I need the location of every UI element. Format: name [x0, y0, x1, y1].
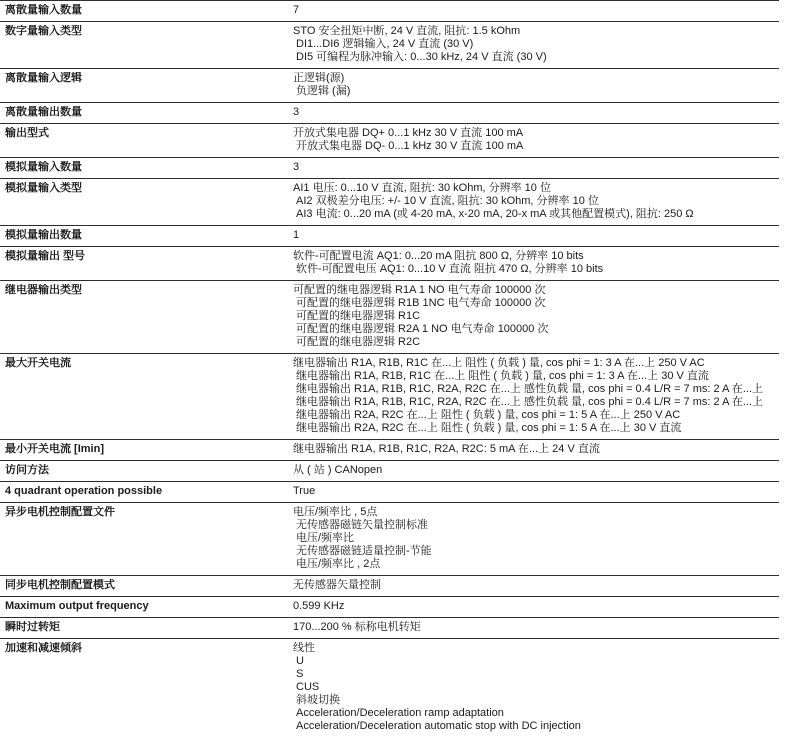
spec-value-line: 软件-可配置电流 AQ1: 0...20 mA 阻抗 800 Ω, 分辨率 10 bits [293, 250, 584, 262]
spec-value-line: 开放式集电器 DQ+ 0...1 kHz 30 V 直流 100 mA [293, 127, 524, 139]
spec-value [293, 182, 779, 221]
spec-row [0, 502, 779, 575]
spec-value-line: 继电器输出 R1A, R1B, R1C, R2A, R2C: 5 mA 在...上 24 V 直流 [293, 443, 600, 455]
spec-value-line: AI2 双极差分电压: +/- 10 V 直流, 阻抗: 30 kOhm, 分辨率 10 位 [296, 195, 599, 207]
spec-label: 模拟量输入数量 [5, 161, 82, 173]
spec-value [293, 642, 779, 733]
spec-value-line: 电压/频率比 [296, 532, 355, 544]
spec-value-line: Acceleration/Deceleration ramp adaptation [296, 707, 504, 719]
spec-row [0, 21, 779, 68]
spec-label: 加速和减速倾斜 [5, 642, 82, 654]
spec-value-line: 开放式集电器 DQ- 0...1 kHz 30 V 直流 100 mA [296, 140, 524, 152]
spec-value [293, 4, 779, 17]
spec-value [293, 579, 779, 592]
spec-value-line: AI1 电压: 0...10 V 直流, 阻抗: 30 kOhm, 分辨率 10 位 [293, 182, 551, 194]
spec-value [293, 284, 779, 349]
spec-value-line: 可配置的继电器逻辑 R2A 1 NO 电气寿命 100000 次 [296, 323, 549, 335]
spec-value-line: 软件-可配置电压 AQ1: 0...10 V 直流 阻抗 470 Ω, 分辨率 10 bits [296, 263, 604, 275]
spec-value-line: 可配置的继电器逻辑 R1C [296, 310, 421, 322]
spec-label: 模拟量输入类型 [5, 182, 82, 194]
spec-label: 同步电机控制配置模式 [5, 579, 115, 591]
spec-label: 4 quadrant operation possible [5, 485, 163, 497]
spec-value-line: 电压/频率比 , 2点 [296, 558, 381, 570]
spec-value-line: 线性 [293, 642, 315, 654]
spec-label: 最小开关电流 [Imin] [5, 443, 104, 455]
spec-value-line: S [296, 668, 304, 680]
spec-value-line: 无传感器磁链矢量控制标准 [296, 519, 428, 531]
spec-value-line: 可配置的继电器逻辑 R1B 1NC 电气寿命 100000 次 [296, 297, 546, 309]
spec-row [0, 638, 779, 737]
spec-value [293, 106, 779, 119]
spec-value-line: 继电器输出 R1A, R1B, R1C 在...上 阻性 ( 负载 ) 量, cos phi = 1: 3 A 在...上 30 V 直流 [296, 370, 709, 382]
spec-value [293, 357, 779, 435]
spec-value-line: 斜坡切换 [296, 694, 340, 706]
spec-value-line: 继电器输出 R1A, R1B, R1C, R2A, R2C 在...上 感性负载 量, cos phi = 0.4 L/R = 7 ms: 2 A 在...上 [296, 396, 764, 408]
spec-value-line: 从 ( 站 ) CANopen [293, 464, 383, 476]
spec-value-line: 0.599 KHz [293, 600, 345, 612]
spec-row [0, 460, 779, 481]
spec-row [0, 178, 779, 225]
spec-value-line: 无传感器矢量控制 [293, 579, 381, 591]
spec-value-line: 3 [293, 161, 300, 173]
spec-value [293, 229, 779, 242]
spec-value [293, 464, 779, 477]
spec-value-line: 1 [293, 229, 300, 241]
spec-value [293, 600, 779, 613]
spec-value-line: Acceleration/Deceleration automatic stop with DC injection [296, 720, 581, 732]
spec-label: 输出型式 [5, 127, 49, 139]
spec-value-line: 负逻辑 (漏) [296, 85, 351, 97]
spec-value-line: STO 安全扭矩中断, 24 V 直流, 阻抗: 1.5 kOhm [293, 25, 521, 37]
spec-value [293, 161, 779, 174]
spec-label: 瞬时过转矩 [5, 621, 60, 633]
spec-row [0, 246, 779, 280]
spec-value-line: 继电器输出 R1A, R1B, R1C, R2A, R2C 在...上 感性负载 量, cos phi = 0.4 L/R = 7 ms: 2 A 在...上 [296, 383, 764, 395]
spec-row [0, 575, 779, 596]
spec-value [293, 443, 779, 456]
spec-row [0, 481, 779, 502]
spec-label: 继电器输出类型 [5, 284, 82, 296]
spec-label: 最大开关电流 [5, 357, 71, 369]
spec-value-line: 7 [293, 4, 300, 16]
spec-row [0, 353, 779, 439]
spec-value [293, 621, 779, 634]
spec-value-line: 可配置的继电器逻辑 R1A 1 NO 电气寿命 100000 次 [293, 284, 546, 296]
spec-row [0, 157, 779, 178]
spec-row [0, 596, 779, 617]
spec-label: 模拟量输出 型号 [5, 250, 86, 262]
spec-value [293, 485, 779, 498]
spec-row [0, 617, 779, 638]
spec-value-line: 电压/频率比 , 5点 [293, 506, 378, 518]
spec-row [0, 68, 779, 102]
spec-value-line: AI3 电流: 0...20 mA (或 4-20 mA, x-20 mA, 20-x mA 或其他配置模式), 阻抗: 250 Ω [296, 208, 694, 220]
spec-row [0, 102, 779, 123]
spec-value [293, 127, 779, 153]
spec-row [0, 280, 779, 353]
spec-label: 离散量输入逻辑 [5, 72, 82, 84]
spec-row [0, 123, 779, 157]
spec-value-line: 继电器输出 R2A, R2C 在...上 阻性 ( 负载 ) 量, cos phi = 1: 5 A 在...上 250 V AC [296, 409, 681, 421]
spec-row [0, 439, 779, 460]
spec-value-line: 可配置的继电器逻辑 R2C [296, 336, 421, 348]
spec-value [293, 506, 779, 571]
spec-value-line: DI1...DI6 逻辑输入, 24 V 直流 (30 V) [296, 38, 474, 50]
spec-value-line: CUS [296, 681, 320, 693]
spec-row [0, 0, 779, 21]
spec-value-line: 170...200 % 标称电机转矩 [293, 621, 421, 633]
spec-label: 数字量输入类型 [5, 25, 82, 37]
spec-value-line: True [293, 485, 316, 497]
spec-label: 异步电机控制配置文件 [5, 506, 115, 518]
spec-value [293, 250, 779, 276]
spec-label: 离散量输入数量 [5, 4, 82, 16]
spec-value [293, 72, 779, 98]
spec-value-line: DI5 可编程为脉冲输入: 0...30 kHz, 24 V 直流 (30 V) [296, 51, 547, 63]
spec-value-line: 继电器输出 R2A, R2C 在...上 阻性 ( 负载 ) 量, cos phi = 1: 5 A 在...上 30 V 直流 [296, 422, 682, 434]
spec-value-line: 无传感器磁链适量控制-节能 [296, 545, 432, 557]
spec-value-line: U [296, 655, 304, 667]
spec-label: Maximum output frequency [5, 600, 149, 612]
spec-value-line: 3 [293, 106, 300, 118]
spec-value-line: 正逻辑(源) [293, 72, 345, 84]
spec-label: 访问方法 [5, 464, 49, 476]
spec-label: 模拟量输出数量 [5, 229, 82, 241]
spec-label: 离散量输出数量 [5, 106, 82, 118]
spec-row [0, 225, 779, 246]
spec-value-line: 继电器输出 R1A, R1B, R1C 在...上 阻性 ( 负载 ) 量, cos phi = 1: 3 A 在...上 250 V AC [293, 357, 705, 369]
spec-value [293, 25, 779, 64]
